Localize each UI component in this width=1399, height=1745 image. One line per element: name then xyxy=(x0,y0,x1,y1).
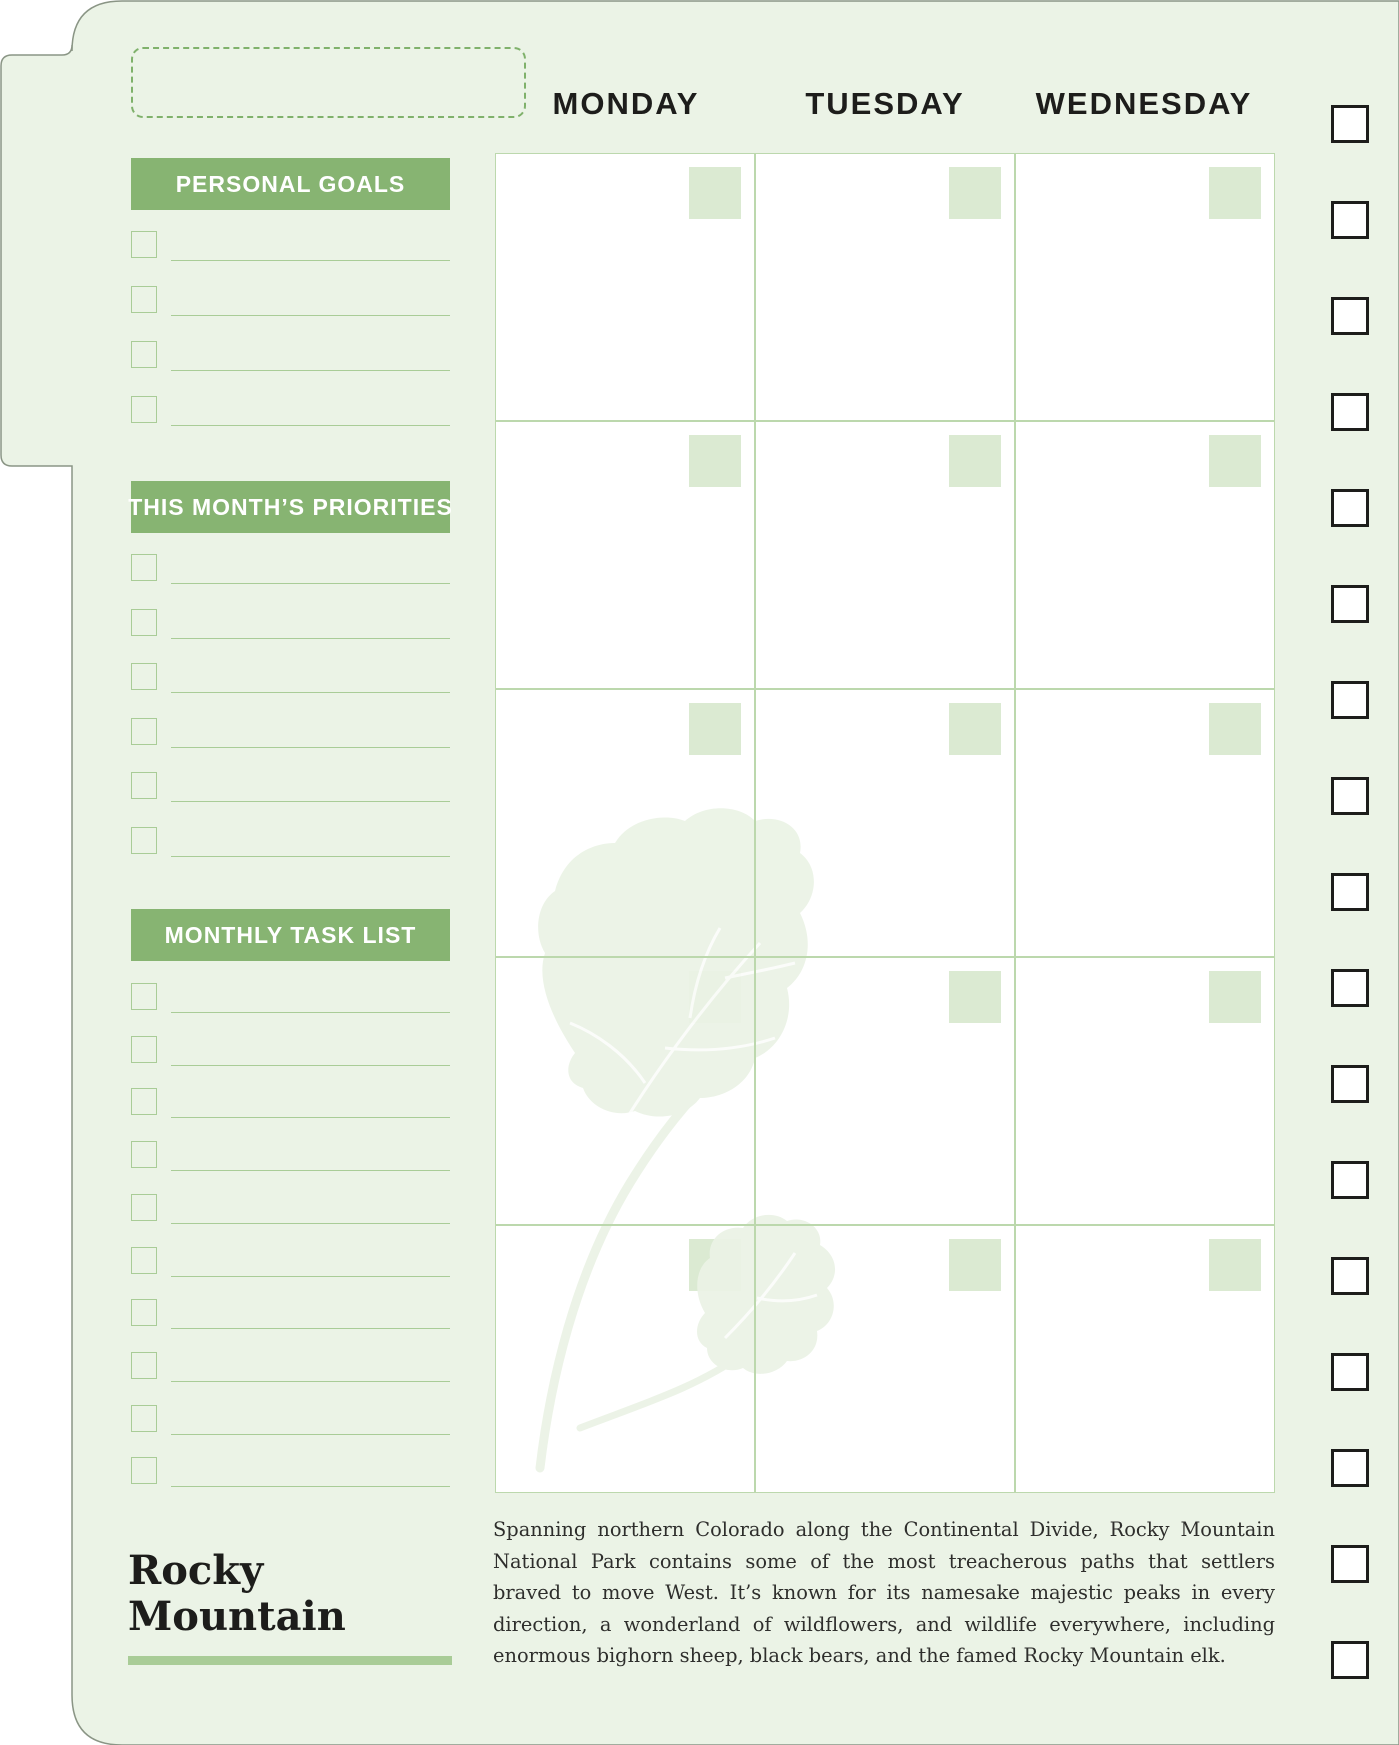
task-write-line[interactable] xyxy=(171,1117,450,1118)
priority-write-line[interactable] xyxy=(171,638,450,639)
task-checkbox[interactable] xyxy=(131,1405,157,1432)
task-item xyxy=(131,1457,450,1487)
date-tile[interactable] xyxy=(689,703,741,755)
priority-checkbox[interactable] xyxy=(131,772,157,799)
goal-checkbox[interactable] xyxy=(131,231,157,258)
priority-item xyxy=(131,554,450,584)
task-write-line[interactable] xyxy=(171,1012,450,1013)
task-item xyxy=(131,1247,450,1277)
priority-checkbox[interactable] xyxy=(131,554,157,581)
task-checkbox[interactable] xyxy=(131,1036,157,1063)
goal-item xyxy=(131,396,450,426)
task-checkbox[interactable] xyxy=(131,1194,157,1221)
date-tile[interactable] xyxy=(1209,435,1261,487)
goal-checkbox[interactable] xyxy=(131,396,157,423)
margin-checkbox[interactable] xyxy=(1331,1545,1369,1583)
date-tile[interactable] xyxy=(949,703,1001,755)
date-tile[interactable] xyxy=(689,435,741,487)
task-write-line[interactable] xyxy=(171,1170,450,1171)
goal-write-line[interactable] xyxy=(171,315,450,316)
margin-checkbox[interactable] xyxy=(1331,1065,1369,1103)
task-checkbox[interactable] xyxy=(131,1457,157,1484)
task-write-line[interactable] xyxy=(171,1328,450,1329)
task-item xyxy=(131,1299,450,1329)
task-item xyxy=(131,1036,450,1066)
task-item xyxy=(131,983,450,1013)
task-list-header: MONTHLY TASK LIST xyxy=(131,909,450,961)
priority-checkbox[interactable] xyxy=(131,827,157,854)
priority-write-line[interactable] xyxy=(171,801,450,802)
priorities-header: THIS MONTH’S PRIORITIES xyxy=(131,481,450,533)
priority-item xyxy=(131,718,450,748)
task-write-line[interactable] xyxy=(171,1486,450,1487)
task-write-line[interactable] xyxy=(171,1223,450,1224)
margin-checkbox[interactable] xyxy=(1331,297,1369,335)
date-tile[interactable] xyxy=(1209,703,1261,755)
margin-checkbox[interactable] xyxy=(1331,585,1369,623)
margin-checkbox[interactable] xyxy=(1331,969,1369,1007)
calendar-svg xyxy=(495,153,1275,1493)
date-tile[interactable] xyxy=(1209,167,1261,219)
date-tile[interactable] xyxy=(689,167,741,219)
task-item xyxy=(131,1141,450,1171)
task-checkbox[interactable] xyxy=(131,1141,157,1168)
margin-checkbox[interactable] xyxy=(1331,777,1369,815)
task-item xyxy=(131,1405,450,1435)
task-write-line[interactable] xyxy=(171,1381,450,1382)
park-name: Rocky Mountain xyxy=(128,1547,346,1640)
goal-item xyxy=(131,341,450,371)
date-tile[interactable] xyxy=(949,167,1001,219)
margin-checkbox[interactable] xyxy=(1331,681,1369,719)
task-item xyxy=(131,1352,450,1382)
goal-write-line[interactable] xyxy=(171,370,450,371)
task-write-line[interactable] xyxy=(171,1065,450,1066)
priority-write-line[interactable] xyxy=(171,692,450,693)
task-checkbox[interactable] xyxy=(131,983,157,1010)
margin-checkbox[interactable] xyxy=(1331,393,1369,431)
goal-write-line[interactable] xyxy=(171,425,450,426)
margin-checkbox[interactable] xyxy=(1331,873,1369,911)
date-tile[interactable] xyxy=(949,1239,1001,1291)
goal-checkbox[interactable] xyxy=(131,286,157,313)
goal-item xyxy=(131,286,450,316)
margin-checkbox[interactable] xyxy=(1331,1353,1369,1391)
priority-item xyxy=(131,609,450,639)
park-name-underline xyxy=(128,1656,452,1665)
task-write-line[interactable] xyxy=(171,1276,450,1277)
task-item xyxy=(131,1194,450,1224)
day-header-monday: MONDAY xyxy=(552,86,700,121)
priority-item xyxy=(131,772,450,802)
date-tile[interactable] xyxy=(949,971,1001,1023)
goal-write-line[interactable] xyxy=(171,260,450,261)
date-tile[interactable] xyxy=(949,435,1001,487)
margin-checkbox[interactable] xyxy=(1331,1641,1369,1679)
margin-checkbox[interactable] xyxy=(1331,489,1369,527)
priority-write-line[interactable] xyxy=(171,856,450,857)
task-checkbox[interactable] xyxy=(131,1299,157,1326)
task-item xyxy=(131,1088,450,1118)
task-checkbox[interactable] xyxy=(131,1247,157,1274)
date-tile[interactable] xyxy=(1209,971,1261,1023)
park-description: Spanning northern Colorado along the Continental Divide, Rocky Mountain National Park contains some of the most treacherous paths that settlers braved to move West. It’s known for its namesake majestic peaks in every direction, a wonderland of wildflowers, and wildlife everywhere, including enormous bighorn sheep, black bears, and the famed Rocky Mountain elk. xyxy=(493,1518,1275,1667)
margin-checkbox[interactable] xyxy=(1331,1449,1369,1487)
margin-checkbox[interactable] xyxy=(1331,105,1369,143)
calendar-grid xyxy=(495,153,1275,1493)
goal-checkbox[interactable] xyxy=(131,341,157,368)
task-checkbox[interactable] xyxy=(131,1352,157,1379)
goal-item xyxy=(131,231,450,261)
day-header-wednesday: WEDNESDAY xyxy=(1035,86,1253,121)
margin-checkbox[interactable] xyxy=(1331,1257,1369,1295)
date-tile[interactable] xyxy=(1209,1239,1261,1291)
priority-checkbox[interactable] xyxy=(131,663,157,690)
priority-write-line[interactable] xyxy=(171,747,450,748)
margin-checkbox[interactable] xyxy=(1331,201,1369,239)
priority-checkbox[interactable] xyxy=(131,718,157,745)
priority-item xyxy=(131,827,450,857)
priority-checkbox[interactable] xyxy=(131,609,157,636)
task-checkbox[interactable] xyxy=(131,1088,157,1115)
name-field[interactable] xyxy=(131,47,526,118)
calendar-background xyxy=(495,153,1275,1493)
day-header-tuesday: TUESDAY xyxy=(805,86,965,121)
task-write-line[interactable] xyxy=(171,1434,450,1435)
margin-checkbox[interactable] xyxy=(1331,1161,1369,1199)
priority-item xyxy=(131,663,450,693)
priority-write-line[interactable] xyxy=(171,583,450,584)
personal-goals-header: PERSONAL GOALS xyxy=(131,158,450,210)
